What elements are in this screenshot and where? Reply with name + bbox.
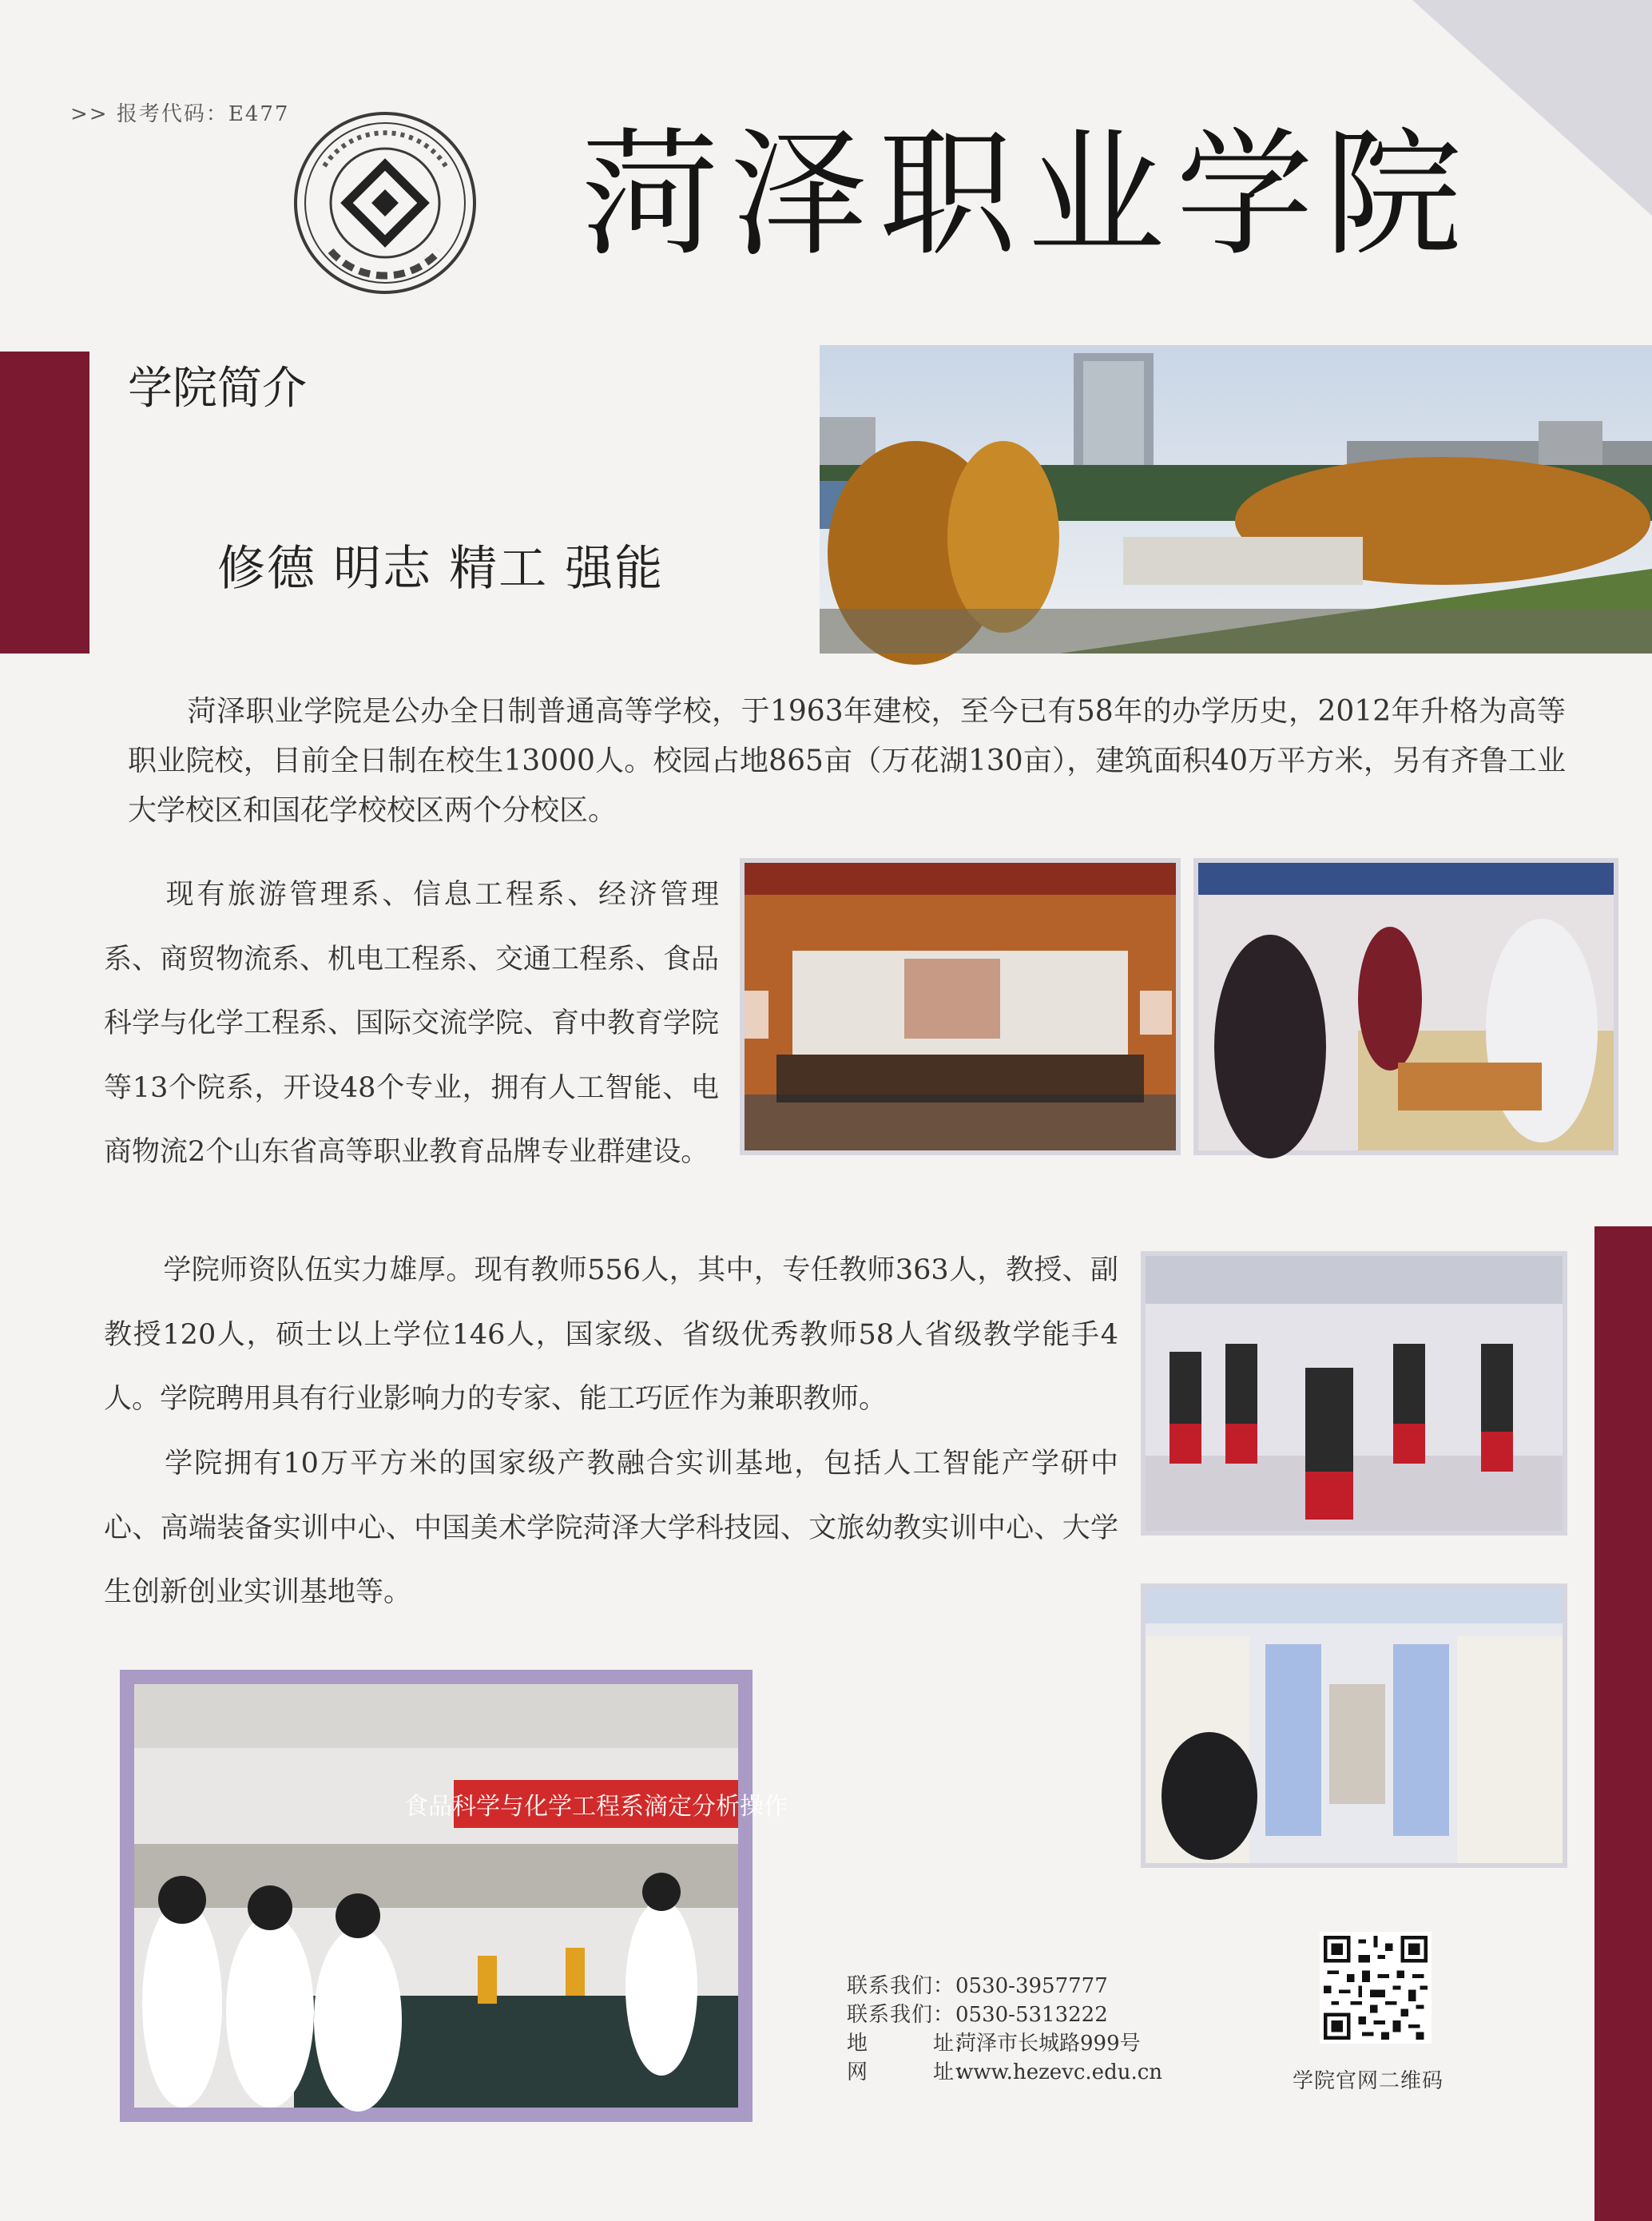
qr-code[interactable] bbox=[1320, 1932, 1432, 2044]
shop-training-photo bbox=[1141, 1583, 1567, 1868]
campus-photo bbox=[820, 345, 1652, 654]
training-base-paragraph: 学院拥有10万平方米的国家级产教融合实训基地，包括人工智能产学研中心、高端装备实训中心、中国美术学院菏泽大学科技园、文旅幼教实训中心、大学生创新创业实训基地等。 bbox=[104, 1448, 1118, 1608]
chemistry-lab-photo bbox=[120, 1670, 788, 2122]
college-logo bbox=[292, 110, 478, 296]
contact-phone-1: 联系我们：0530-3957777 bbox=[847, 1974, 1108, 1998]
contact-address: 地 址：菏泽市长城路999号 bbox=[847, 2032, 1141, 2056]
college-motto: 修德 明志 精工 强能 bbox=[217, 541, 665, 597]
etiquette-training-photo bbox=[1141, 1251, 1567, 1536]
section-title: 学院简介 bbox=[128, 363, 307, 415]
lab-banner-text: 食品科学与化学工程系滴定分析操作 bbox=[404, 1793, 788, 1821]
left-accent-bar bbox=[0, 352, 89, 654]
faculty-paragraph: 学院师资队伍实力雄厚。现有教师556人，其中，专任教师363人，教授、副教授120人，硕士以上学位146人，国家级、省级优秀教师58人省级教学能手4人。学院聘用具有行业影响力的专家、能工巧匠作为兼职教师。 bbox=[104, 1254, 1118, 1415]
contact-block bbox=[847, 1972, 1162, 2087]
contact-website[interactable]: 网 址：www.hezevc.edu.cn bbox=[847, 2060, 1163, 2084]
departments-paragraph: 现有旅游管理系、信息工程系、经济管理系、商贸物流系、机电工程系、交通工程系、食品科学与化学工程系、国际交流学院、育中教育学院等13个院系，开设48个专业，拥有人工智能、电商物流2个山东省高等职业教育品牌专业群建设。 bbox=[104, 879, 720, 1168]
exam-code: >> 报考代码：E477 bbox=[70, 102, 290, 126]
stage-performance-photo bbox=[740, 858, 1181, 1155]
qr-caption: 学院官网二维码 bbox=[1293, 2069, 1444, 2093]
page-title: 菏泽职业学院 bbox=[582, 114, 1473, 275]
contact-phone-2: 联系我们：0530-5313222 bbox=[847, 2003, 1108, 2027]
craft-exhibition-photo bbox=[1193, 858, 1618, 1155]
right-accent-bar bbox=[1594, 1226, 1652, 2221]
intro-paragraph: 菏泽职业学院是公办全日制普通高等学校，于1963年建校，至今已有58年的办学历史，2012年升格为高等职业院校，目前全日制在校生13000人。校园占地865亩（万花湖130亩），建筑面积40万平方米，另有齐鲁工业大学校区和国花学校校区两个分校区。 bbox=[128, 695, 1566, 827]
